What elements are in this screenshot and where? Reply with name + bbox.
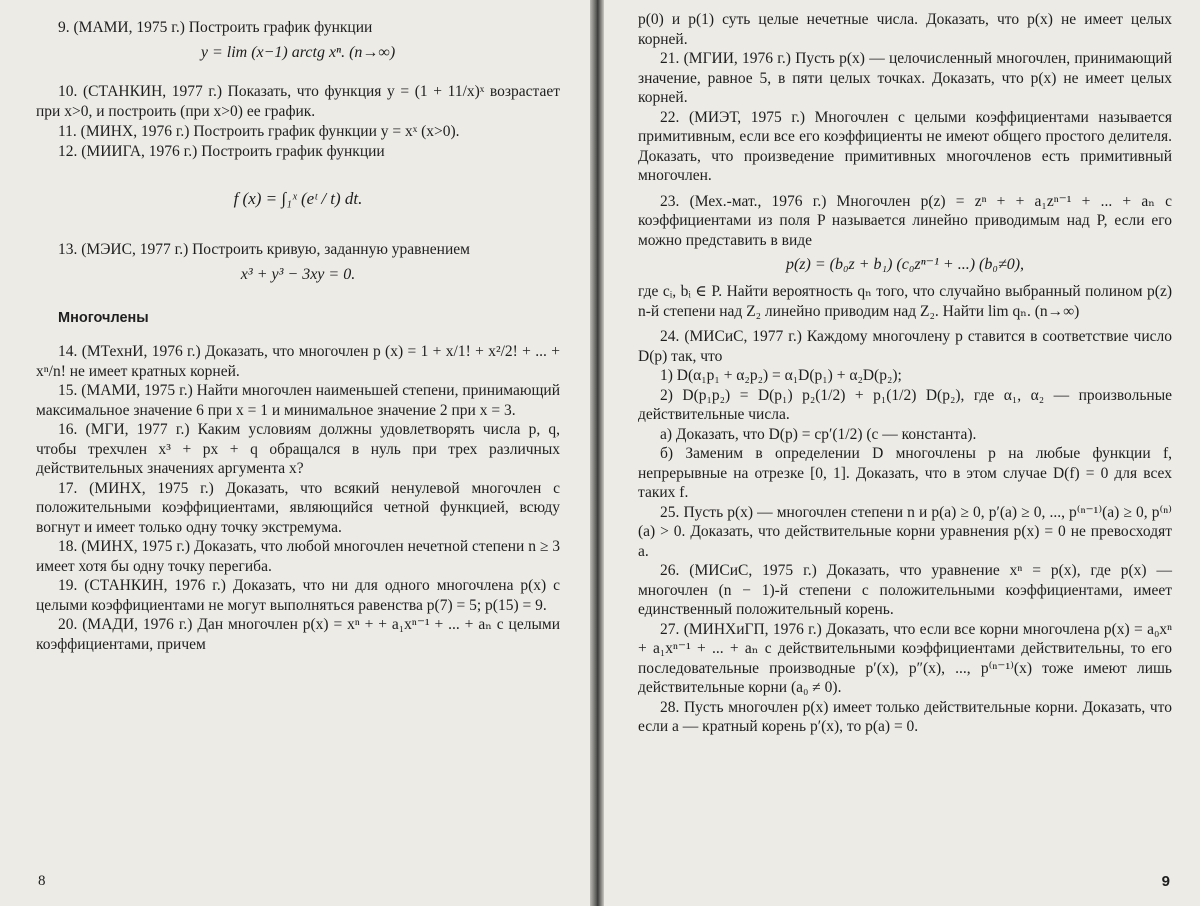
problem-23-continued: где cᵢ, bᵢ ∈ P. Найти вероятность qₙ того, что случайно выбранный полином p(z) n-й степени над Z₂ линейно приводим над Z₂. Найти lim qₙ. (n→∞) xyxy=(638,283,1172,320)
problem-24: 24. (МИСиС, 1977 г.) Каждому многочлену p ставится в соответствие число D(p) так, что xyxy=(638,328,1172,365)
problem-9: 9. (МАМИ, 1975 г.) Построить график функции xyxy=(58,19,373,36)
problem-20: 20. (МАДИ, 1976 г.) Дан многочлен p(x) = xⁿ + + a₁xⁿ⁻¹ + ... + aₙ с целыми коэффициентами, причем xyxy=(36,616,560,653)
problem-24-part-b: б) Заменим в определении D многочлены p на любые функции f, непрерывные на отрезке [0, 1]. Доказать, что в этом случае D(f) = 0 для всех таких f. xyxy=(638,445,1172,501)
formula-23: p(z) = (b₀z + b₁) (c₀zⁿ⁻¹ + ...) (b₀≠0), xyxy=(785,256,1025,273)
problem-20-continued: p(0) и p(1) суть целые нечетные числа. Доказать, что p(x) не имеет целых корней. xyxy=(638,11,1172,48)
problem-28: 28. Пусть многочлен p(x) имеет только действительные корни. Доказать, что если a — кратный корень p′(x), то p(a) = 0. xyxy=(638,698,1172,735)
problem-25: 25. Пусть p(x) — многочлен степени n и p(a) ≥ 0, p′(a) ≥ 0, ..., p⁽ⁿ⁻¹⁾(a) ≥ 0, p⁽ⁿ⁾(a) > 0. Доказать, что действительные корни уравнения p(x) = 0 не превосходят a. xyxy=(638,503,1172,560)
problem-27: 27. (МИНХиГП, 1976 г.) Доказать, что если все корни многочлена p(x) = a₀xⁿ + a₁xⁿ⁻¹ + ... + aₙ с действительными коэффициентами действительны, то его последовательные производные p′(x), p″(x), ..., p⁽ⁿ⁻¹⁾(x) тоже имеют лишь действительные корни (a₀ ≠ 0). xyxy=(638,620,1172,696)
problem-21: 21. (МГИИ, 1976 г.) Пусть p(x) — целочисленный многочлен, принимающий значение, равное 5, в пяти целых точках. Доказать, что p(x) не имеет целых корней. xyxy=(638,50,1172,106)
problem-24-part-a: а) Доказать, что D(p) = cp′(1/2) (c — константа). xyxy=(660,425,977,443)
problem-22: 22. (МИЭТ, 1975 г.) Многочлен с целыми коэффициентами называется примитивным, если все его коэффициенты не имеют общего простого делителя. Доказать, что произведение примитивных многочленов есть примитивный многочлен. xyxy=(638,108,1172,184)
problem-16: 16. (МГИ, 1977 г.) Каким условиям должны удовлетворять числа p, q, чтобы трехчлен x³ + px + q обращался в нуль при трех различных действительных значениях аргумента x? xyxy=(36,421,560,477)
problem-17: 17. (МИНХ, 1975 г.) Доказать, что всякий ненулевой многочлен с положительными коэффициентами, являющийся четной функцией, всюду вогнут и имеет только одну точку экстремума. xyxy=(36,479,560,536)
problem-24-item-2: 2) D(p₁p₂) = D(p₁) p₂(1/2) + p₁(1/2) D(p₂), где α₁, α₂ — произвольные действительные числа. xyxy=(638,386,1172,423)
page-number: 8 xyxy=(38,873,46,889)
problem-26: 26. (МИСиС, 1975 г.) Доказать, что уравнение xⁿ = p(x), где p(x) — многочлен (n − 1)-й степени с положительными коэффициентами, имеет единственный положительный корень. xyxy=(638,562,1172,618)
problem-14: 14. (МТехнИ, 1976 г.) Доказать, что многочлен p (x) = 1 + x/1! + x²/2! + ... + xⁿ/n! не имеет кратных корней. xyxy=(36,343,560,380)
problem-15: 15. (МАМИ, 1975 г.) Найти многочлен наименьшей степени, принимающий максимальное значение 6 при x = 1 и минимальное значение 2 при x = 3. xyxy=(36,382,560,419)
section-title: Многочлены xyxy=(58,310,149,326)
problem-13: 13. (МЭИС, 1977 г.) Построить кривую, заданную уравнением xyxy=(58,241,470,258)
problem-10: 10. (СТАНКИН, 1977 г.) Показать, что функция y = (1 + 11/x)ˣ возрастает при x>0, и построить (при x>0) ее график. xyxy=(36,83,560,120)
right-page xyxy=(604,0,1200,906)
problem-23: 23. (Мех.-мат., 1976 г.) Многочлен p(z) = zⁿ + + a₁zⁿ⁻¹ + ... + aₙ с коэффициентами из поля P называется линейно приводимым над P, если его можно представить в виде xyxy=(638,192,1172,249)
left-page xyxy=(0,0,590,906)
problem-11: 11. (МИНХ, 1976 г.) Построить график функции y = xˣ (x>0). xyxy=(58,123,460,140)
book-gutter xyxy=(590,0,604,906)
problem-24-item-1: 1) D(α₁p₁ + α₂p₂) = α₁D(p₁) + α₂D(p₂); xyxy=(660,367,902,384)
formula-13: x³ + y³ − 3xy = 0. xyxy=(240,266,356,283)
page-number: 9 xyxy=(1161,873,1170,890)
problem-19: 19. (СТАНКИН, 1976 г.) Доказать, что ни для одного многочлена p(x) с целыми коэффициентами не могут выполняться равенства p(7) = 5; p(15) = 9. xyxy=(36,577,560,614)
formula-12: f (x) = ∫₁ˣ (eᵗ / t) dt. xyxy=(233,189,363,208)
problem-18: 18. (МИНХ, 1975 г.) Доказать, что любой многочлен нечетной степени n ≥ 3 имеет хотя бы одну точку перегиба. xyxy=(36,538,560,575)
formula-9: y = lim (x−1) arctg xⁿ. (n→∞) xyxy=(200,44,396,61)
problem-12: 12. (МИИГА, 1976 г.) Построить график функции xyxy=(58,143,385,160)
